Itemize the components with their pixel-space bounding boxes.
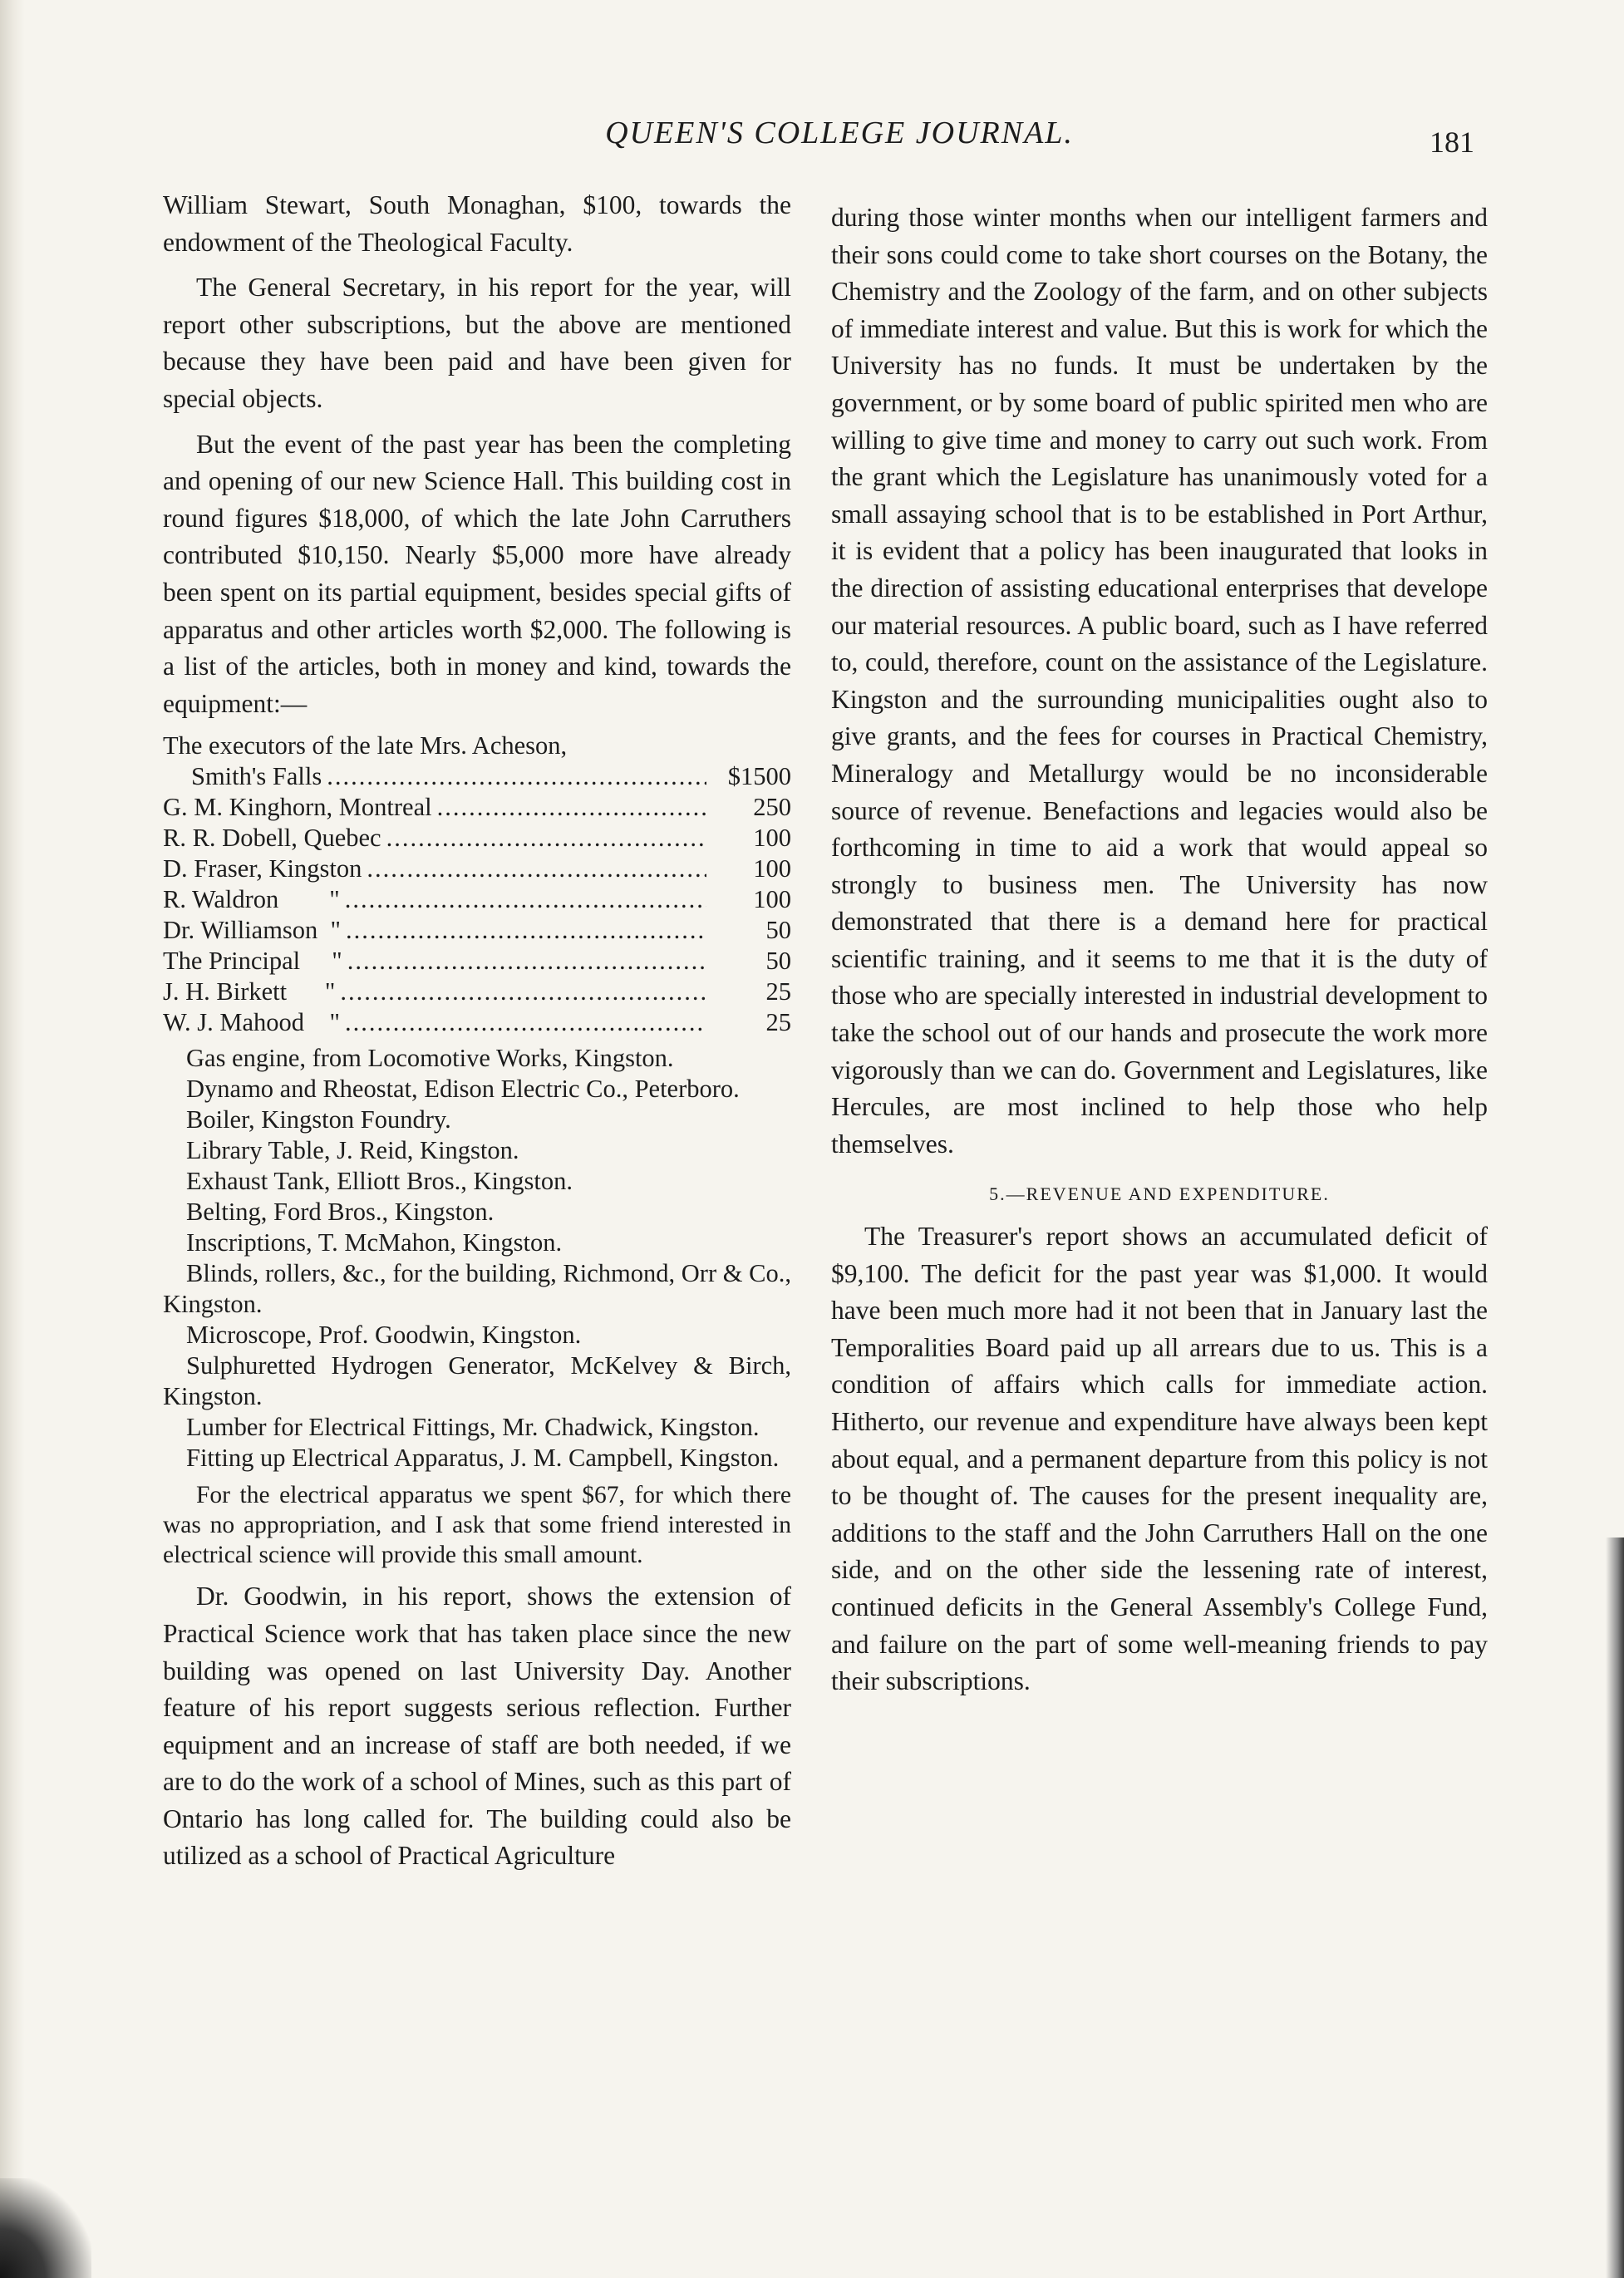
list-item: Dynamo and Rheostat, Edison Electric Co., Peterboro. [186,1075,740,1104]
list-item: Exhaust Tank, Elliott Bros., Kingston. [186,1167,573,1196]
paragraph: But the event of the past year has been the completing and opening of our new Science Hall. This building cost in round figures $18,000, of which the late John Carruthers contributed $10,150. Nearly $5,000 more have already been spent on its partial equipment, besides special gifts of apparatus and other articles worth $2,000. The following is a list of the articles, both in money and kind, towards the equipment:— [163,429,791,718]
leader-dots [367,854,706,884]
subscription-amount: 25 [765,1008,791,1037]
subscription-amount: 100 [753,824,791,853]
list-item: Sulphuretted Hydrogen Generator, McKelvey & Birch, Kingston. [163,1351,791,1411]
subscription-row [163,854,791,884]
leader-dots [340,977,706,1007]
subscription-amount: 50 [765,947,791,976]
paragraph: William Stewart, South Monaghan, $100, towards the endowment of the Theological Faculty. [163,190,791,257]
subscriber-name: The executors of the late Mrs. Acheson, [163,731,568,760]
subscriber-name: R. R. Dobell, Quebec [163,824,381,853]
page-corner-shadow [0,2178,91,2278]
subscription-amount: 100 [753,854,791,883]
subscription-row [163,761,791,792]
subscription-amount: 50 [765,916,791,945]
leader-dots [437,792,706,823]
leader-dots [347,946,706,977]
paragraph: For the electrical apparatus we spent $67, for which there was no appropriation, and I ask that some friend interested in electrical science will provide this small amount. [163,1482,791,1569]
subscription-list [163,731,791,1038]
subscription-amount: 250 [753,793,791,822]
subscriber-name: The Principal " [163,947,342,976]
section-heading: 5.—REVENUE AND EXPENDITURE. [989,1183,1330,1205]
list-item: Belting, Ford Bros., Kingston. [186,1198,495,1227]
leader-dots [346,915,706,946]
list-item: Inscriptions, T. McMahon, Kingston. [186,1228,563,1257]
list-item: Microscope, Prof. Goodwin, Kingston. [186,1321,582,1350]
subscriber-name: G. M. Kinghorn, Montreal [163,793,432,822]
subscription-amount: 100 [753,885,791,914]
list-item: Boiler, Kingston Foundry. [186,1105,451,1134]
subscriber-name: Smith's Falls [191,762,322,791]
subscription-row [163,884,791,915]
leader-dots [386,823,706,854]
page-right-edge-shadow [1606,1538,1624,2278]
right-column [831,199,1488,1709]
list-item: Fitting up Electrical Apparatus, J. M. Campbell, Kingston. [186,1444,780,1473]
subscriber-name: Dr. Williamson " [163,916,341,945]
subscription-amount: $1500 [727,762,791,791]
subscription-row [163,946,791,977]
subscription-row [163,977,791,1007]
page-number: 181 [1430,125,1474,159]
subscription-amount: 25 [765,977,791,1006]
leader-dots [345,884,706,915]
page-binding-edge [0,0,25,2278]
subscription-row [163,915,791,946]
subscription-row [163,731,791,761]
subscription-row [163,792,791,823]
leader-dots [327,761,706,792]
paragraph: Dr. Goodwin, in his report, shows the extension of Practical Science work that has taken place since the new building was opened on last University Day. Another feature of his report suggests serious reflection. Further equipment and an increase of staff are both needed, if we are to do the work of a school of Mines, such as this part of Ontario has long called for. The building could also be utilized as a school of Practical Agriculture [163,1582,791,1871]
subscriber-name: W. J. Mahood " [163,1008,340,1037]
subscriber-name: D. Fraser, Kingston [163,854,362,883]
paragraph: The Treasurer's report shows an accumulated deficit of $9,100. The deficit for the past year was $1,000. It would have been much more had it not been that in January last the Temporalities Board paid up all arrears due to us. This is a condition of affairs which calls for immediate action. Hitherto, our revenue and expenditure have always been kept about equal, and a permanent departure from this policy is not to be thought of. The causes for the present inequality are, additions to the staff and the John Carruthers Hall on the one side, and on the other side the lessening rate of interest, continued deficits in the General Assembly's College Fund, and failure on the part of some well-meaning friends to pay their subscriptions. [831,1222,1488,1696]
subscription-row [163,823,791,854]
left-column [163,187,791,1883]
paragraph: during those winter months when our intelligent farmers and their sons could come to take short courses on the Botany, the Chemistry and the Zoology of the farm, and on other subjects of immediate interest and value. But this is work for which the University has no funds. It must be undertaken by the government, or by some board of public spirited men who are willing to give time and money to carry out such work. From the grant which the Legislature has unanimously voted for a small assaying school that is to be established in Port Arthur, it is evident that a policy has been inaugurated that looks in the direction of assisting educational enterprises that develope our material resources. A public board, such as I have referred to, could, therefore, count on the assistance of the Legislature. Kingston and the surrounding municipalities ought also to give grants, and the fees for courses in Practical Chemistry, Mineralogy and Metallurgy would be no inconsiderable source of revenue. Benefactions and legacies would also be forthcoming in time to aid a work that would appeal so strongly to business men. The University has now demonstrated that there is a demand here for practical scientific training, and it seems to me that it is the duty of those who are specially interested in industrial development to take the school out of our hands and prosecute the work more vigorously than we can do. Government and Legislatures, like Hercules, are most inclined to help those who help themselves. [831,203,1488,1159]
leader-dots [345,1007,706,1038]
journal-title: QUEEN'S COLLEGE JOURNAL. [605,116,1074,150]
subscriber-name: R. Waldron " [163,885,340,914]
list-item: Blinds, rollers, &c., for the building, Richmond, Orr & Co., Kingston. [163,1259,791,1319]
paragraph: The General Secretary, in his report for the year, will report other subscriptions, but the above are mentioned because they have been paid and have been given for special objects. [163,273,791,413]
list-item: Lumber for Electrical Fittings, Mr. Chadwick, Kingston. [186,1413,760,1442]
subscription-row [163,1007,791,1038]
list-item: Library Table, J. Reid, Kingston. [186,1136,519,1165]
list-item: Gas engine, from Locomotive Works, Kingston. [186,1044,674,1073]
subscriber-name: J. H. Birkett " [163,977,336,1006]
donated-items-list [163,1043,791,1474]
